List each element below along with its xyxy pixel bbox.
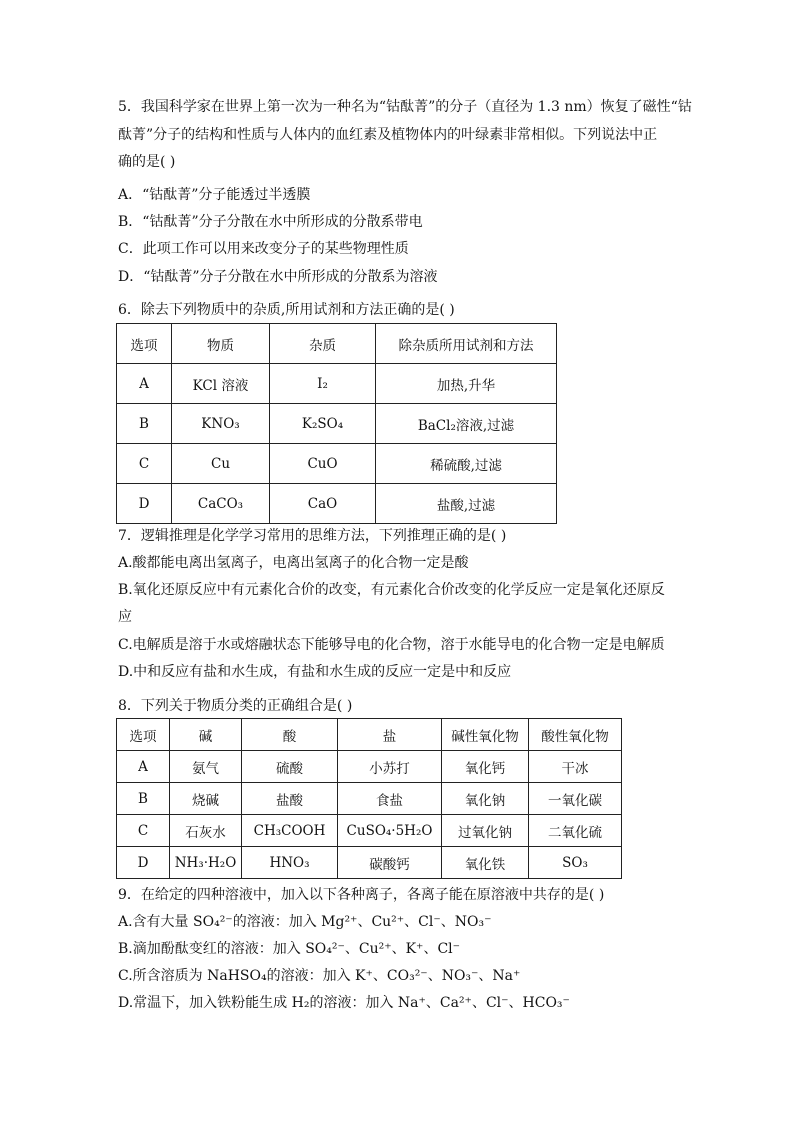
q5-stem-line-1: 5．我国科学家在世界上第一次为一种名为“钴酞菁”的分子（直径为 1.3 nm）恢复了磁性“钴 xyxy=(118,99,692,115)
q9-option-b: B.滴加酚酞变红的溶液：加入 SO₄²⁻、Cu²⁺、K⁺、Cl⁻ xyxy=(118,941,461,957)
table-cell: BaCl₂溶液,过滤 xyxy=(376,404,557,444)
table-cell: 盐酸,过滤 xyxy=(376,484,557,524)
table-cell: 小苏打 xyxy=(338,751,442,783)
table-row xyxy=(117,484,557,524)
table-header-row xyxy=(117,719,622,751)
table-cell: D xyxy=(117,484,172,524)
table-cell: A xyxy=(117,751,170,783)
q8-stem: 8．下列关于物质分类的正确组合是( ) xyxy=(118,698,353,714)
table-cell: Cu xyxy=(172,444,270,484)
table-cell: A xyxy=(117,364,172,404)
table-cell: C xyxy=(117,815,170,847)
table-cell: 盐酸 xyxy=(242,783,338,815)
table-cell: 食盐 xyxy=(338,783,442,815)
q9-stem: 9．在给定的四种溶液中，加入以下各种离子，各离子能在原溶液中共存的是( ) xyxy=(118,887,605,903)
q5-option-a: A．“钴酞菁”分子能透过半透膜 xyxy=(118,187,311,203)
table-cell: 稀硫酸,过滤 xyxy=(376,444,557,484)
table-cell: 烧碱 xyxy=(170,783,242,815)
table-cell: 氧化钠 xyxy=(442,783,529,815)
table-cell: NH₃·H₂O xyxy=(170,847,242,879)
header-cell: 选项 xyxy=(117,719,170,751)
table-cell: CH₃COOH xyxy=(242,815,338,847)
table-cell: I₂ xyxy=(270,364,376,404)
q7-option-c: C.电解质是溶于水或熔融状态下能够导电的化合物，溶于水能导电的化合物一定是电解质 xyxy=(118,637,665,653)
q8-table xyxy=(116,718,622,879)
table-row xyxy=(117,751,622,783)
header-cell: 碱 xyxy=(170,719,242,751)
table-cell: D xyxy=(117,847,170,879)
q5-stem-line-3: 确的是( ) xyxy=(118,154,176,170)
q9-option-d: D.常温下，加入铁粉能生成 H₂的溶液：加入 Na⁺、Ca²⁺、Cl⁻、HCO₃⁻ xyxy=(118,995,570,1011)
q5-option-b: B．“钴酞菁”分子分散在水中所形成的分散系带电 xyxy=(118,214,423,230)
table-cell: 石灰水 xyxy=(170,815,242,847)
table-row xyxy=(117,783,622,815)
q5-option-d: D．“钴酞菁”分子分散在水中所形成的分散系为溶液 xyxy=(118,269,438,285)
q6-table xyxy=(116,323,557,524)
table-cell: C xyxy=(117,444,172,484)
table-cell: 过氧化钠 xyxy=(442,815,529,847)
table-cell: B xyxy=(117,783,170,815)
table-row xyxy=(117,444,557,484)
q7-option-d: D.中和反应有盐和水生成，有盐和水生成的反应一定是中和反应 xyxy=(118,664,512,680)
q7-option-a: A.酸都能电离出氢离子，电离出氢离子的化合物一定是酸 xyxy=(118,555,469,571)
table-cell: 氨气 xyxy=(170,751,242,783)
table-cell: KNO₃ xyxy=(172,404,270,444)
table-cell: CuSO₄·5H₂O xyxy=(338,815,442,847)
table-cell: 碳酸钙 xyxy=(338,847,442,879)
q9-option-a: A.含有大量 SO₄²⁻的溶液：加入 Mg²⁺、Cu²⁺、Cl⁻、NO₃⁻ xyxy=(118,914,492,930)
q7-stem: 7．逻辑推理是化学学习常用的思维方法，下列推理正确的是( ) xyxy=(118,528,507,544)
table-cell: K₂SO₄ xyxy=(270,404,376,444)
header-cell: 除杂质所用试剂和方法 xyxy=(376,324,557,364)
table-cell: SO₃ xyxy=(529,847,622,879)
table-cell: 二氧化硫 xyxy=(529,815,622,847)
table-cell: KCl 溶液 xyxy=(172,364,270,404)
table-cell: 一氧化碳 xyxy=(529,783,622,815)
table-cell: 干冰 xyxy=(529,751,622,783)
table-cell: CaO xyxy=(270,484,376,524)
header-cell: 碱性氧化物 xyxy=(442,719,529,751)
header-cell: 选项 xyxy=(117,324,172,364)
header-cell: 酸 xyxy=(242,719,338,751)
table-cell: 硫酸 xyxy=(242,751,338,783)
table-row xyxy=(117,847,622,879)
q9-option-c: C.所含溶质为 NaHSO₄的溶液：加入 K⁺、CO₃²⁻、NO₃⁻、Na⁺ xyxy=(118,968,521,984)
table-cell: 氧化铁 xyxy=(442,847,529,879)
table-row xyxy=(117,404,557,444)
header-cell: 杂质 xyxy=(270,324,376,364)
q6-stem: 6．除去下列物质中的杂质,所用试剂和方法正确的是( ) xyxy=(118,302,455,318)
table-cell: CaCO₃ xyxy=(172,484,270,524)
q5-stem-line-2: 酞菁”分子的结构和性质与人体内的血红素及植物体内的叶绿素非常相似。下列说法中正 xyxy=(118,127,658,143)
table-row xyxy=(117,815,622,847)
table-cell: HNO₃ xyxy=(242,847,338,879)
q5-option-c: C．此项工作可以用来改变分子的某些物理性质 xyxy=(118,241,409,257)
table-row xyxy=(117,364,557,404)
q7-option-b-line-1: B.氧化还原反应中有元素化合价的改变，有元素化合价改变的化学反应一定是氧化还原反 xyxy=(118,582,665,598)
table-cell: 氧化钙 xyxy=(442,751,529,783)
header-cell: 盐 xyxy=(338,719,442,751)
table-header-row xyxy=(117,324,557,364)
header-cell: 酸性氧化物 xyxy=(529,719,622,751)
table-cell: CuO xyxy=(270,444,376,484)
q7-option-b-line-2: 应 xyxy=(118,609,132,625)
table-cell: B xyxy=(117,404,172,444)
header-cell: 物质 xyxy=(172,324,270,364)
table-cell: 加热,升华 xyxy=(376,364,557,404)
